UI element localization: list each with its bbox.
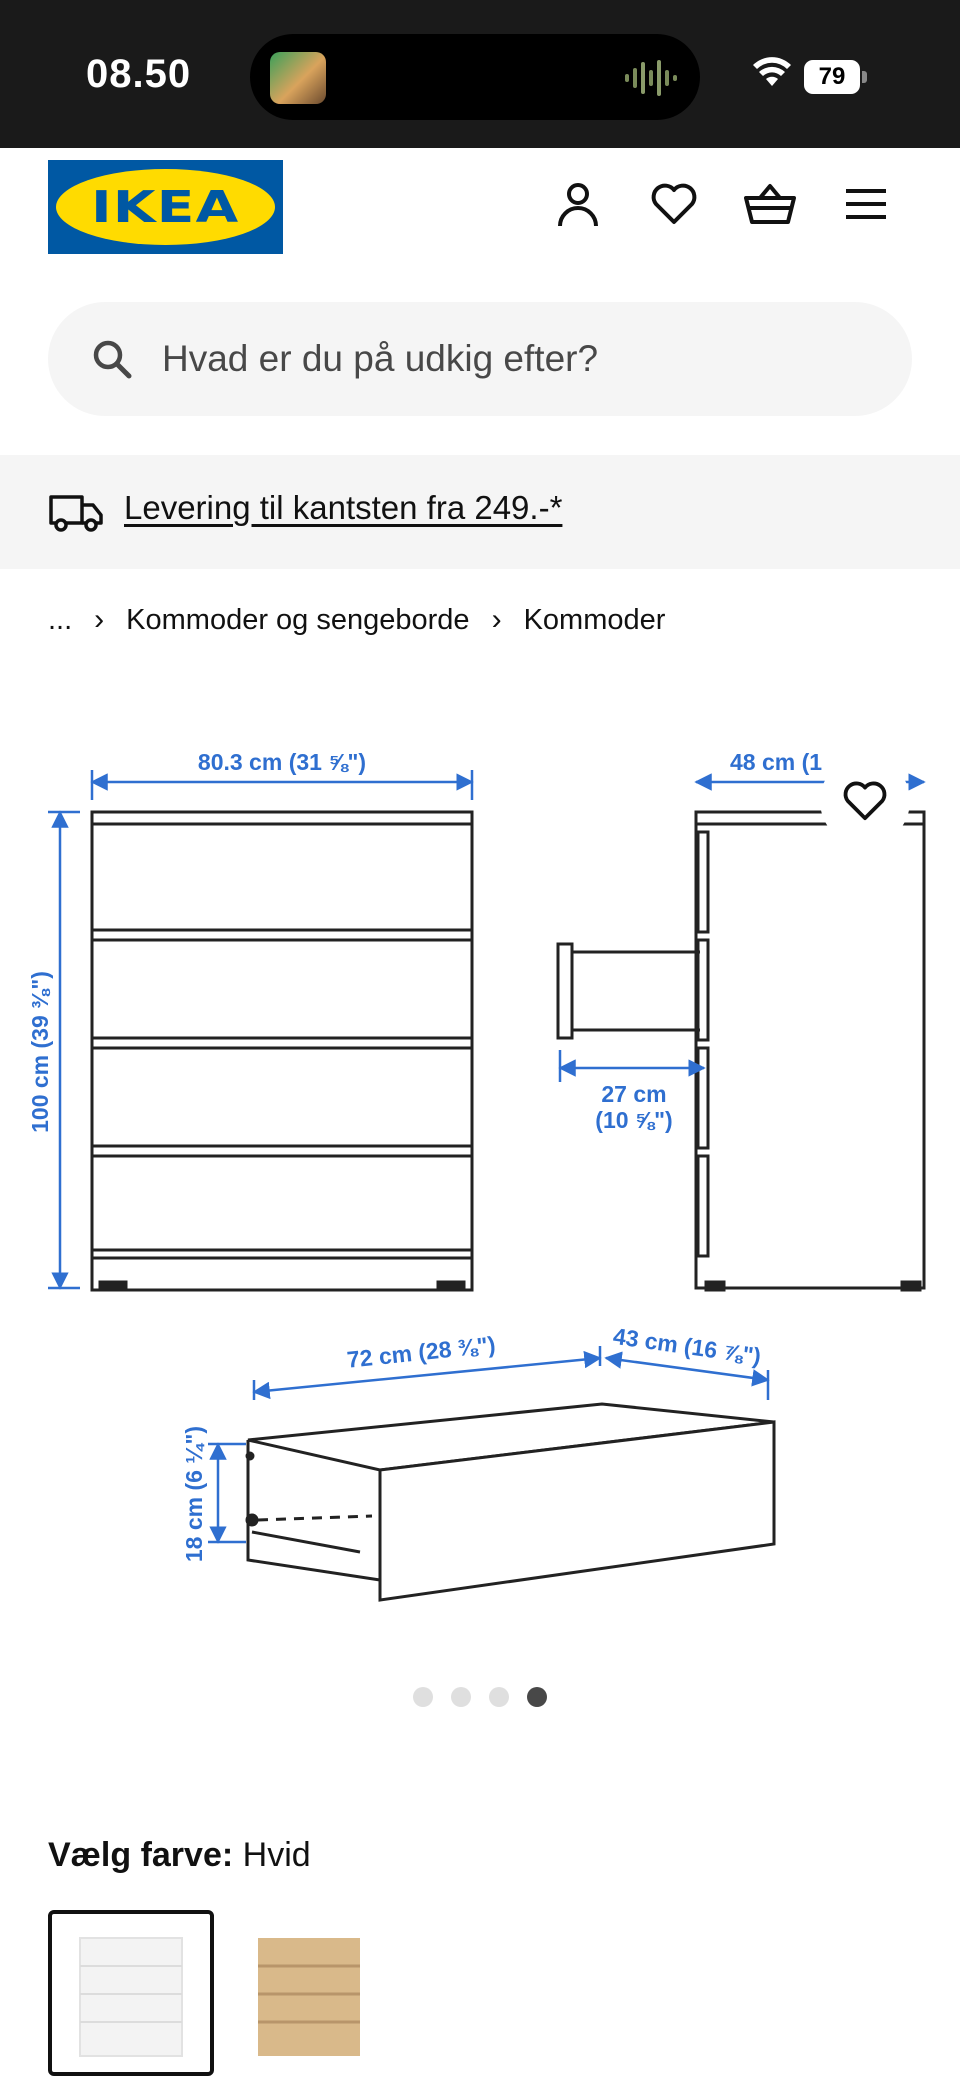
drawer-view (247, 1404, 774, 1600)
carousel-dot[interactable] (413, 1687, 433, 1707)
audio-waveform-icon (624, 58, 678, 98)
color-value: Hvid (242, 1836, 311, 1874)
dresser-front-view (92, 812, 472, 1290)
search-icon (92, 339, 132, 379)
breadcrumb-item-kommoder[interactable]: Kommoder (523, 603, 666, 636)
chevron-right-icon: › (94, 603, 105, 636)
ikea-logo[interactable] (48, 160, 283, 254)
breadcrumb (48, 600, 665, 640)
delivery-link[interactable]: Levering til kantsten fra 249.-* (124, 489, 563, 526)
hamburger-menu-icon (842, 180, 890, 228)
dresser-side-view (558, 812, 924, 1290)
dimension-label-width: 80.3 cm (31 ⅝") (197, 749, 367, 775)
user-icon (554, 180, 602, 228)
menu-button[interactable] (842, 180, 890, 228)
now-playing-artwork-icon (270, 52, 326, 104)
status-bar (0, 0, 960, 148)
breadcrumb-ellipsis[interactable]: ... (48, 603, 73, 636)
wifi-icon (752, 56, 792, 88)
dimension-label-drawer-width: 72 cm (28 ⅜") (345, 1331, 497, 1373)
search-input[interactable] (162, 332, 862, 386)
battery-indicator (804, 60, 868, 94)
white-dresser-thumbnail (52, 1914, 210, 2072)
dimension-label-drawer-extension: 27 cm (601, 1081, 667, 1107)
color-swatch-oak[interactable] (226, 1910, 392, 2076)
delivery-banner (0, 455, 960, 569)
carousel-dot-active[interactable] (527, 1687, 547, 1707)
favourites-button[interactable] (650, 180, 698, 228)
status-time: 08.50 (86, 52, 192, 96)
dimension-label-height: 100 cm (39 ⅜") (27, 971, 53, 1133)
search-bar[interactable] (48, 302, 912, 416)
dimension-label-drawer-height: 18 cm (6 ¼") (181, 1425, 207, 1563)
color-swatch-white[interactable] (48, 1910, 214, 2076)
basket-button[interactable] (744, 180, 792, 228)
dimension-label-depth: 48 cm (1 (730, 749, 823, 775)
chevron-right-icon: › (491, 603, 502, 636)
oak-dresser-thumbnail (226, 1910, 392, 2076)
basket-icon (744, 180, 796, 228)
account-button[interactable] (554, 180, 602, 228)
carousel-indicators (0, 1687, 960, 1707)
carousel-dot[interactable] (451, 1687, 471, 1707)
dynamic-island[interactable] (250, 34, 700, 120)
battery-level: 79 (818, 63, 846, 90)
breadcrumb-item-kommoder-og-sengeborde[interactable]: Kommoder og sengeborde (126, 603, 470, 636)
dimension-label-drawer-extension-inches: (10 ⅝") (595, 1107, 673, 1133)
add-to-favourites-button[interactable] (820, 756, 910, 846)
carousel-dot[interactable] (489, 1687, 509, 1707)
delivery-truck-icon (48, 491, 104, 535)
product-dimension-image[interactable] (0, 720, 960, 1660)
dimension-label-drawer-depth: 43 cm (16 ⅞") (611, 1322, 763, 1370)
logo-text: IKEA (91, 181, 240, 233)
color-label-title: Vælg farve: (48, 1836, 234, 1874)
heart-icon (650, 180, 698, 228)
color-selection-label (48, 1836, 311, 1875)
heart-icon (842, 780, 888, 822)
